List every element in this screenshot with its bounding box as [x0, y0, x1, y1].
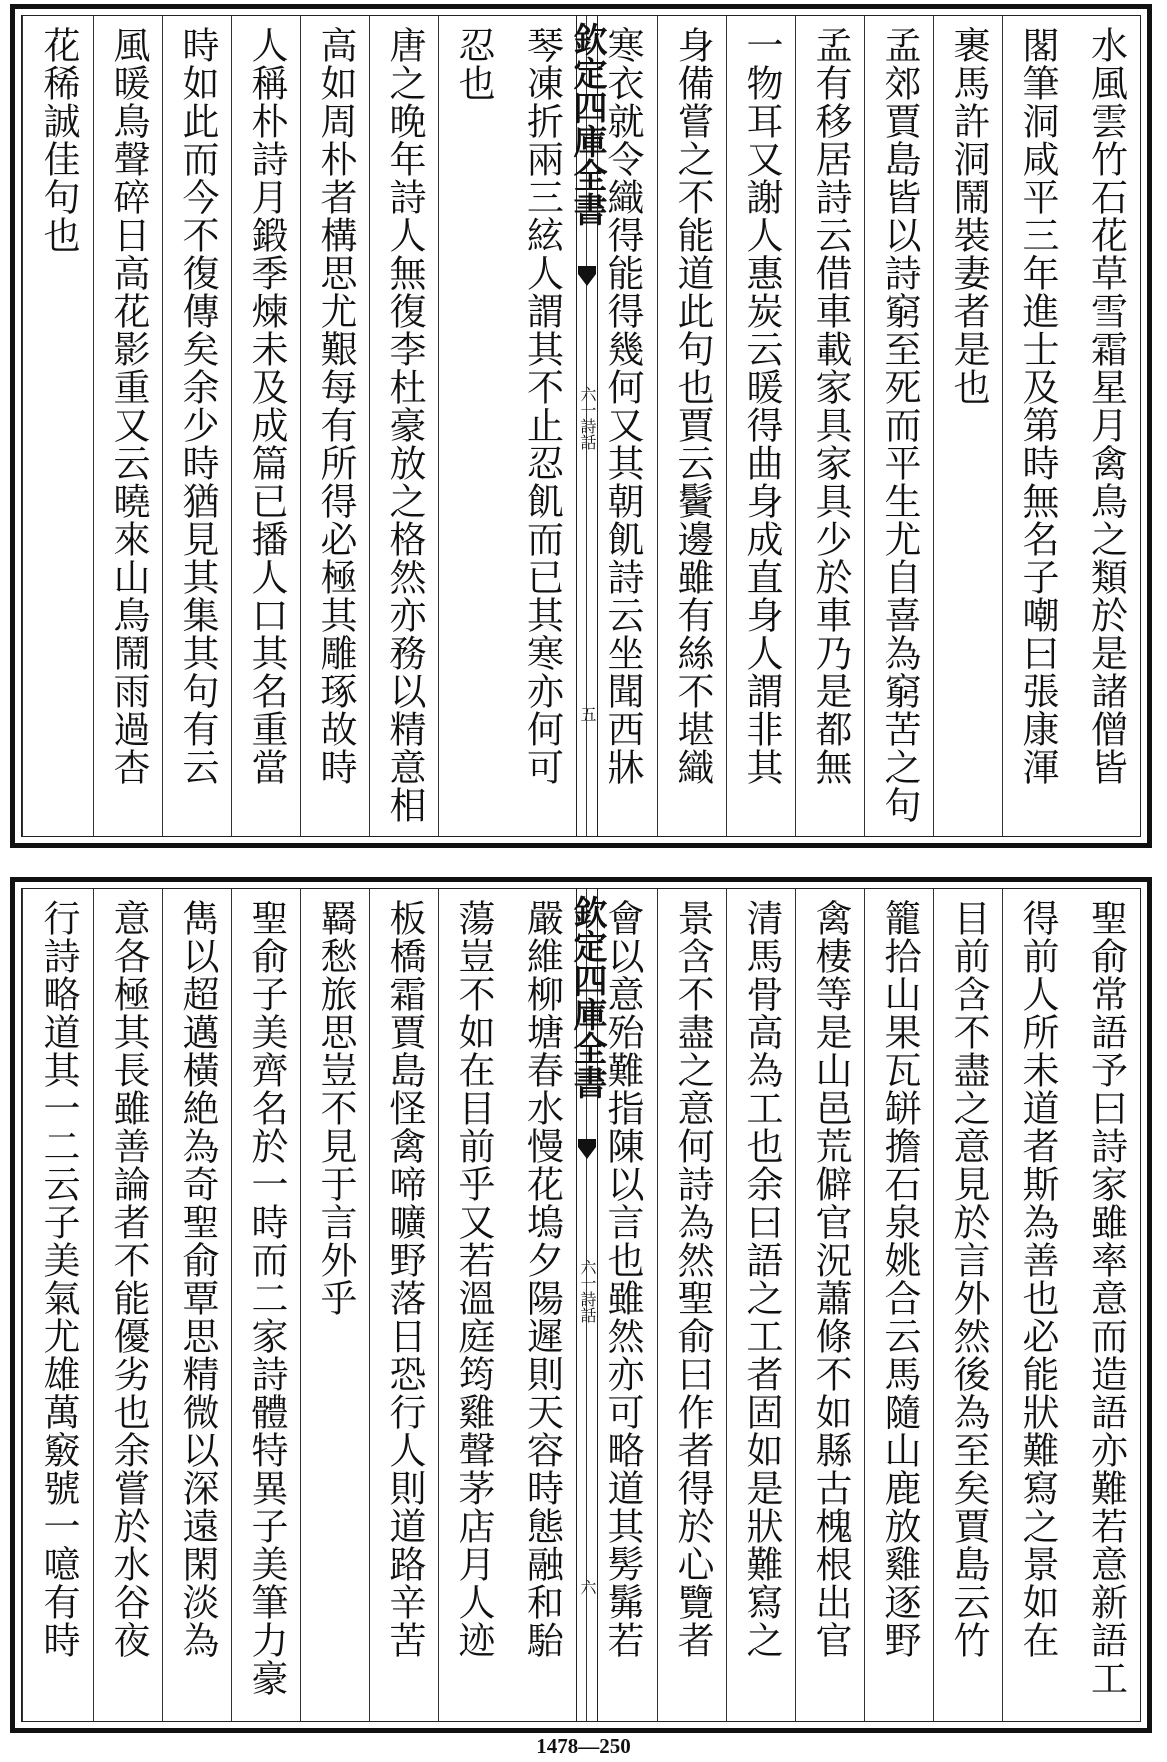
column-text: 花稀誠佳句也: [37, 26, 80, 254]
bottom-left-column-5: [231, 889, 300, 1721]
center-page-number: 六: [578, 1579, 597, 1595]
bottom-page: [10, 877, 1152, 1733]
center-subtitle: 六一詩話: [578, 386, 597, 450]
column-text: 時如此而今不復傳矣余少時猶見其集其句有云: [176, 26, 219, 786]
column-text: 聖俞子美齊名於一時而二家詩體特異子美筆力豪: [245, 899, 288, 1697]
column-text: 孟有移居詩云借車載家具家具少於車乃是都無: [809, 26, 852, 786]
column-text: 聖俞常語予曰詩家雖率意而造語亦難若意新語工: [1084, 899, 1128, 1697]
bottom-left-column-4: [300, 889, 369, 1721]
column-text: 忍也: [452, 26, 495, 102]
top-left-column-5: [231, 16, 300, 836]
top-right-half: [586, 16, 1140, 836]
column-text: 閣筆洞咸平三年進士及第時無名子嘲曰張康渾: [1016, 26, 1059, 786]
bottom-left-half: [22, 889, 576, 1721]
top-left-column-8: [22, 16, 93, 836]
bottom-right-column-2: [1002, 889, 1071, 1721]
bottom-left-column-1: [507, 889, 576, 1721]
top-right-column-2: [1002, 16, 1071, 836]
top-left-column-3: [369, 16, 438, 836]
top-left-column-1: [507, 16, 576, 836]
column-text: 得前人所未道者斯為善也必能狀難寫之景如在: [1016, 899, 1059, 1659]
top-right-column-5: [795, 16, 864, 836]
bottom-right-column-5: [795, 889, 864, 1721]
column-text: 羇愁旅思豈不見于言外乎: [314, 899, 357, 1317]
column-text: 高如周朴者構思尤艱每有所得必極其雕琢故時: [314, 26, 357, 786]
page-footer-number: 1478—250: [536, 1734, 631, 1758]
bottom-left-column-8: [22, 889, 93, 1721]
column-text: 景含不盡之意何詩為然聖俞曰作者得於心覽者: [671, 899, 714, 1659]
column-text: 會以意殆難指陳以言也雖然亦可略道其髣髴若: [601, 899, 644, 1659]
column-text: 身備嘗之不能道此句也賈云鬢邊雖有絲不堪織: [671, 26, 714, 786]
top-left-half: [22, 16, 576, 836]
top-right-column-7: [657, 16, 726, 836]
top-left-column-6: [162, 16, 231, 836]
bottom-right-column-4: [864, 889, 933, 1721]
center-subtitle: 六一詩話: [578, 1259, 597, 1323]
column-text: 意各極其長雖善論者不能優劣也余嘗於水谷夜: [107, 899, 150, 1659]
column-text: 琴凍折兩三絃人謂其不止忍飢而已其寒亦何可: [520, 26, 564, 786]
bottom-right-column-3: [933, 889, 1002, 1721]
bottom-right-half: [586, 889, 1140, 1721]
column-text: 雋以超邁橫絶為奇聖俞覃思精微以深遠閑淡為: [176, 899, 219, 1659]
bottom-left-column-2: [438, 889, 507, 1721]
top-right-column-6: [726, 16, 795, 836]
column-text: 目前含不盡之意見於言外然後為至矣賈島云竹: [947, 899, 990, 1659]
fishtail-mark-icon: [578, 266, 596, 286]
column-text: 人稱朴詩月鍛季煉未及成篇已播人口其名重當: [245, 26, 288, 786]
center-page-number: 五: [578, 706, 597, 722]
column-text: 寒衣就令織得能得幾何又其朝飢詩云坐聞西牀: [601, 26, 644, 786]
top-right-column-4: [864, 16, 933, 836]
bottom-right-column-6: [726, 889, 795, 1721]
top-right-column-3: [933, 16, 1002, 836]
top-center-strip: [567, 16, 607, 836]
column-text: 禽棲等是山邑荒僻官況蕭條不如縣古槐根出官: [809, 899, 852, 1659]
bottom-left-column-7: [93, 889, 162, 1721]
column-text: 孟郊賈島皆以詩窮至死而平生尤自喜為窮苦之句: [878, 26, 921, 824]
column-text: 蕩豈不如在目前乎又若溫庭筠雞聲茅店月人迹: [452, 899, 495, 1659]
bottom-right-column-7: [657, 889, 726, 1721]
top-left-column-7: [93, 16, 162, 836]
bottom-page-frame: [21, 888, 1141, 1722]
bottom-left-column-3: [369, 889, 438, 1721]
column-text: 行詩略道其一二云子美氣尤雄萬竅號一噫有時: [37, 899, 80, 1659]
bottom-left-column-6: [162, 889, 231, 1721]
column-text: 板橋霜賈島怪禽啼曠野落日恐行人則道路辛苦: [383, 899, 426, 1659]
top-left-column-4: [300, 16, 369, 836]
column-text: 清馬骨高為工也余曰語之工者固如是狀難寫之: [740, 899, 783, 1659]
top-right-column-1: [1071, 16, 1140, 836]
column-text: 唐之晚年詩人無復李杜豪放之格然亦務以精意相: [383, 26, 426, 824]
bottom-center-strip: [567, 889, 607, 1721]
bottom-right-column-1: [1071, 889, 1140, 1721]
top-left-column-2: [438, 16, 507, 836]
column-text: 嚴維柳塘春水慢花塢夕陽遲則天容時態融和駘: [520, 899, 564, 1659]
fishtail-mark-icon: [578, 1139, 596, 1159]
center-title: 欽定四庫全書: [567, 22, 607, 226]
column-text: 一物耳又謝人惠炭云暖得曲身成直身人謂非其: [740, 26, 783, 786]
top-page: [10, 4, 1152, 848]
column-text: 風暖鳥聲碎日高花影重又云曉來山鳥鬧雨過杏: [107, 26, 150, 786]
column-text: 裹馬許洞鬧裝妻者是也: [947, 26, 990, 406]
center-title: 欽定四庫全書: [567, 895, 607, 1099]
column-text: 水風雲竹石花草雪霜星月禽鳥之類於是諸僧皆: [1084, 26, 1128, 786]
top-page-frame: [21, 15, 1141, 837]
column-text: 籠拾山果瓦缾擔石泉姚合云馬隨山鹿放雞逐野: [878, 899, 921, 1659]
